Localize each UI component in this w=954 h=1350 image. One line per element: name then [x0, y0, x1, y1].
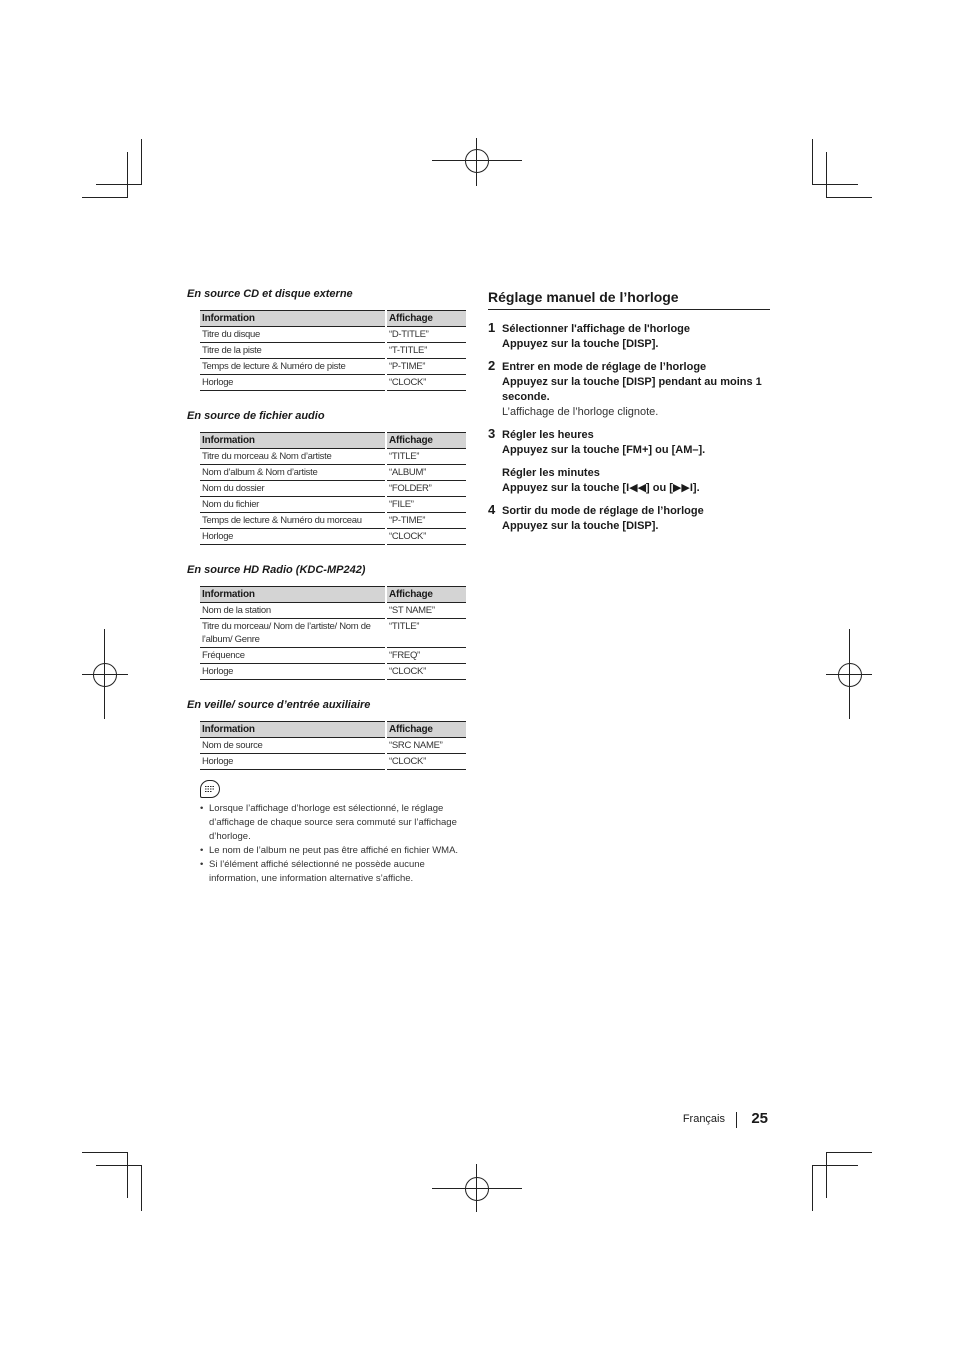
- table-header-row: [200, 311, 466, 327]
- note-item: • Si l’élément affiché sélectionné ne possède aucune information, une information alternative s’affiche.: [200, 858, 462, 886]
- cd-info-table: [200, 310, 466, 391]
- cell-information: Nom d’album & Nom d’artiste: [200, 465, 386, 481]
- hd-radio-info-table: [200, 586, 466, 680]
- cell-affichage: “P-TIME”: [386, 359, 466, 375]
- cell-information: Horloge: [200, 529, 386, 545]
- table-row: [200, 619, 466, 648]
- table-row: [200, 359, 466, 375]
- cell-information: Nom du fichier: [200, 497, 386, 513]
- cell-information: Horloge: [200, 664, 386, 680]
- header-information: Information: [200, 433, 386, 449]
- crop-mark: [127, 152, 128, 198]
- step-substep: [502, 466, 770, 496]
- notes-list: [200, 802, 462, 886]
- step-number: 1: [488, 320, 496, 335]
- crop-mark: [812, 1165, 858, 1166]
- table-row: [200, 481, 466, 497]
- crop-mark: [82, 197, 128, 198]
- crop-mark: [812, 1165, 813, 1211]
- crop-mark: [826, 1152, 827, 1198]
- cell-affichage: “TITLE”: [386, 619, 466, 648]
- table-row: [200, 754, 466, 770]
- cell-information: Temps de lecture & Numéro du morceau: [200, 513, 386, 529]
- cell-information: Horloge: [200, 375, 386, 391]
- substep-title: Régler les minutes: [502, 467, 600, 479]
- registration-circle: [93, 663, 117, 687]
- crop-mark: [127, 1152, 128, 1198]
- cell-information: Titre du morceau/ Nom de l’artiste/ Nom de l’album/ Genre: [200, 619, 386, 648]
- table-row: [200, 648, 466, 664]
- cell-information: Titre du morceau & Nom d’artiste: [200, 449, 386, 465]
- cell-affichage: “SRC NAME”: [386, 738, 466, 754]
- step-1: [488, 322, 770, 352]
- aux-info-table: [200, 721, 466, 770]
- table-row: [200, 738, 466, 754]
- substep-text: Appuyez sur la touche [I◀◀] ou [▶▶I].: [502, 482, 700, 494]
- registration-circle: [465, 1177, 489, 1201]
- cell-information: Nom du dossier: [200, 481, 386, 497]
- header-information: Information: [200, 587, 386, 603]
- aux-section: [187, 698, 467, 770]
- cell-affichage: “ALBUM”: [386, 465, 466, 481]
- header-affichage: Affichage: [386, 433, 466, 449]
- hd-radio-section: [187, 563, 467, 680]
- table-header-row: [200, 433, 466, 449]
- crop-mark: [826, 152, 827, 198]
- crop-mark: [96, 184, 142, 185]
- header-affichage: Affichage: [386, 587, 466, 603]
- crop-mark: [141, 139, 142, 185]
- step-number: 4: [488, 502, 496, 517]
- crop-mark: [826, 1152, 872, 1153]
- footer-divider: [736, 1112, 737, 1128]
- step-text: Appuyez sur la touche [DISP].: [502, 338, 659, 350]
- cell-affichage: “CLOCK”: [386, 754, 466, 770]
- note-item: • Le nom de l’album ne peut pas être affiché en fichier WMA.: [200, 844, 462, 858]
- step-3: [488, 428, 770, 496]
- audio-section: [187, 409, 467, 545]
- right-column: [488, 288, 770, 540]
- cell-affichage: “FREQ”: [386, 648, 466, 664]
- cell-affichage: “CLOCK”: [386, 664, 466, 680]
- note-item: • Lorsque l’affichage d’horloge est sélectionné, le réglage d’affichage de chaque source sera commuté sur l’affichage d’horloge.: [200, 802, 462, 844]
- section-title: En veille/ source d’entrée auxiliaire: [187, 699, 371, 711]
- cell-information: Temps de lecture & Numéro de piste: [200, 359, 386, 375]
- section-title: En source HD Radio (KDC-MP242): [187, 564, 366, 576]
- cell-affichage: “TITLE”: [386, 449, 466, 465]
- cell-affichage: “D-TITLE”: [386, 327, 466, 343]
- cell-information: Nom de la station: [200, 603, 386, 619]
- page-footer: [640, 1111, 770, 1131]
- footer-language: Français: [682, 1113, 725, 1125]
- cell-affichage: “FILE”: [386, 497, 466, 513]
- cell-affichage: “CLOCK”: [386, 529, 466, 545]
- table-row: [200, 327, 466, 343]
- header-affichage: Affichage: [386, 311, 466, 327]
- clock-setting-title: Réglage manuel de l’horloge: [488, 288, 770, 310]
- note-lines-icon: [204, 785, 216, 793]
- table-header-row: [200, 722, 466, 738]
- section-title: En source de fichier audio: [187, 410, 325, 422]
- header-affichage: Affichage: [386, 722, 466, 738]
- left-column: [187, 287, 467, 886]
- step-4: [488, 504, 770, 534]
- cell-information: Nom de source: [200, 738, 386, 754]
- crop-mark: [82, 1152, 128, 1153]
- cell-affichage: “ST NAME”: [386, 603, 466, 619]
- table-row: [200, 603, 466, 619]
- cell-affichage: “CLOCK”: [386, 375, 466, 391]
- table-row: [200, 375, 466, 391]
- step-number: 2: [488, 358, 496, 373]
- cell-affichage: “T-TITLE”: [386, 343, 466, 359]
- crop-mark: [812, 139, 813, 185]
- cell-information: Horloge: [200, 754, 386, 770]
- crop-mark: [141, 1165, 142, 1211]
- table-row: [200, 497, 466, 513]
- cell-information: Titre de la piste: [200, 343, 386, 359]
- cell-affichage: “P-TIME”: [386, 513, 466, 529]
- table-row: [200, 513, 466, 529]
- table-row: [200, 664, 466, 680]
- crop-mark: [812, 184, 858, 185]
- step-title: Régler les heures: [502, 429, 594, 441]
- cell-affichage: “FOLDER”: [386, 481, 466, 497]
- cell-information: Fréquence: [200, 648, 386, 664]
- table-header-row: [200, 587, 466, 603]
- step-text: Appuyez sur la touche [DISP] pendant au moins 1 seconde.: [502, 376, 762, 403]
- section-title: En source CD et disque externe: [187, 288, 353, 300]
- step-title: Sortir du mode de réglage de l’horloge: [502, 505, 704, 517]
- step-title: Entrer en mode de réglage de l’horloge: [502, 361, 707, 373]
- registration-circle: [838, 663, 862, 687]
- step-number: 3: [488, 426, 496, 441]
- step-text: Appuyez sur la touche [FM+] ou [AM–].: [502, 444, 706, 456]
- crop-mark: [826, 197, 872, 198]
- table-row: [200, 449, 466, 465]
- table-row: [200, 529, 466, 545]
- header-information: Information: [200, 722, 386, 738]
- cd-section: [187, 287, 467, 391]
- step-text: Appuyez sur la touche [DISP].: [502, 520, 659, 532]
- cell-information: Titre du disque: [200, 327, 386, 343]
- note-icon: [200, 780, 220, 798]
- step-2: [488, 360, 770, 420]
- header-information: Information: [200, 311, 386, 327]
- audio-info-table: [200, 432, 466, 545]
- step-title: Sélectionner l'affichage de l'horloge: [502, 323, 690, 335]
- table-row: [200, 343, 466, 359]
- registration-circle: [465, 149, 489, 173]
- step-note: L’affichage de l’horloge clignote.: [502, 406, 659, 418]
- crop-mark: [96, 1165, 142, 1166]
- page-number: 25: [751, 1110, 768, 1127]
- table-row: [200, 465, 466, 481]
